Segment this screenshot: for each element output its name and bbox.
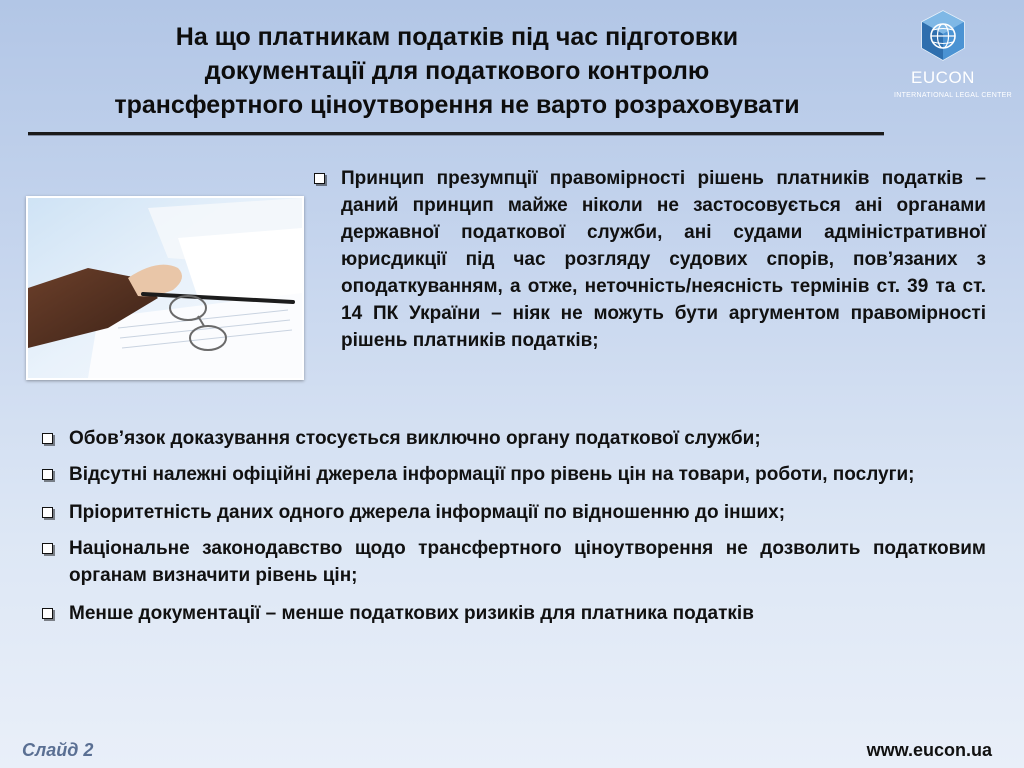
checkbox-bullet-icon bbox=[42, 543, 53, 554]
list-item-text: Пріоритетність даних одного джерела інформації по відношенню до інших; bbox=[69, 502, 786, 523]
list-item bbox=[40, 499, 986, 526]
cube-globe-icon bbox=[902, 8, 984, 70]
website-link[interactable]: www.eucon.ua bbox=[866, 740, 992, 760]
list-item-text: Менше документації – менше податкових ризиків для платника податків bbox=[69, 603, 754, 624]
checkbox-bullet-icon bbox=[42, 507, 53, 518]
title-line-1: На що платникам податків під час підготовки bbox=[175, 23, 739, 51]
list-item bbox=[40, 461, 986, 488]
checkbox-bullet-icon bbox=[314, 173, 325, 184]
list-item-text: Принцип презумпції правомірності рішень платників податків – даний принцип майже ніколи не застосовується ані органами державної податкової служби, ані судами адміністративної юрисдикції під час розгляду судових спорів, пов’язаних з оподаткуванням, а отже, неточність/неясність термінів ст. 39 та ст. 14 ПК України – ніяк не можуть бути аргументом правомірності рішень платників податків; bbox=[341, 168, 986, 351]
bullet-list bbox=[40, 425, 986, 636]
title-line-3: трансфертного ціноутворення не варто розраховувати bbox=[114, 91, 800, 119]
slide-number: Слайд 2 bbox=[22, 740, 94, 760]
list-item-text: Національне законодавство щодо трансфертного ціноутворення не дозволить податковим органам визначити рівень цін; bbox=[69, 538, 986, 586]
list-item bbox=[40, 535, 986, 589]
list-item bbox=[312, 165, 986, 354]
title-underline bbox=[28, 132, 884, 136]
logo-name: EUCON bbox=[911, 68, 975, 87]
list-item-text: Обов’язок доказування стосується виключно органу податкової служби; bbox=[69, 428, 761, 449]
checkbox-bullet-icon bbox=[42, 469, 53, 480]
documents-glasses-photo bbox=[26, 196, 304, 380]
title-line-2: документації для податкового контролю bbox=[204, 57, 710, 85]
checkbox-bullet-icon bbox=[42, 433, 53, 444]
list-item bbox=[40, 600, 986, 627]
logo-subtitle: INTERNATIONAL LEGAL CENTER bbox=[894, 92, 1013, 99]
eucon-logo bbox=[894, 8, 1013, 108]
list-item-text: Відсутні належні офіційні джерела інформації про рівень цін на товари, роботи, послуги; bbox=[69, 464, 915, 485]
slide-title bbox=[24, 20, 890, 122]
checkbox-bullet-icon bbox=[42, 608, 53, 619]
bullet-list-top bbox=[312, 165, 986, 354]
list-item bbox=[40, 425, 986, 452]
